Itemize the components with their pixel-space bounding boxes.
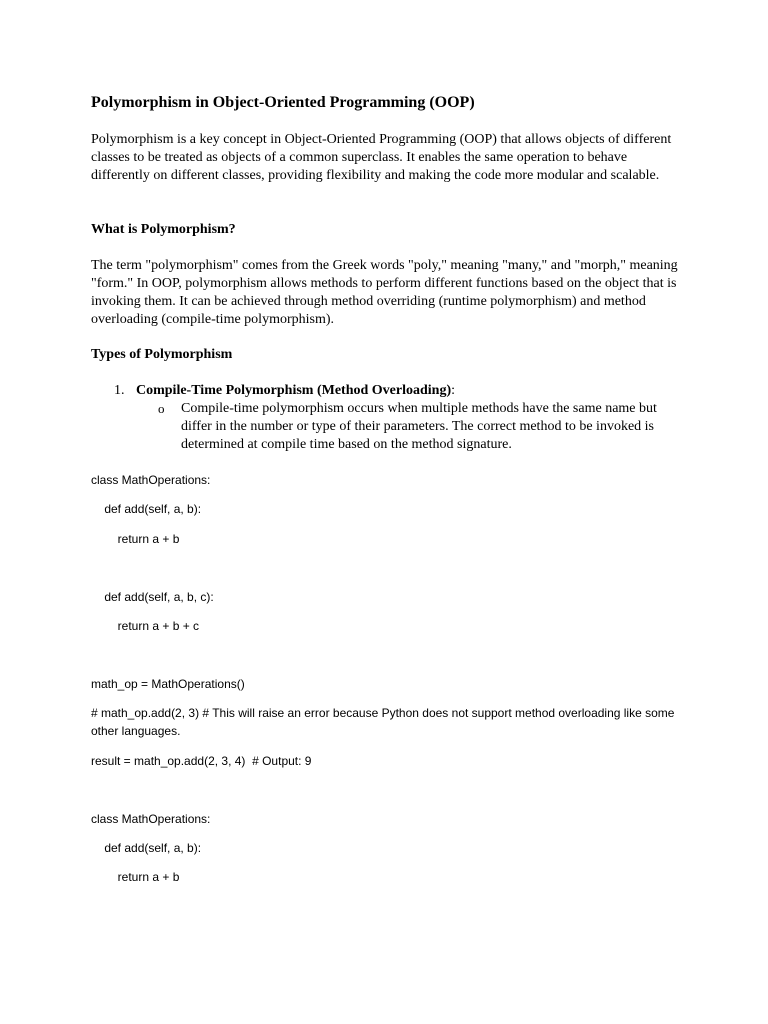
code-line: result = math_op.add(2, 3, 4) # Output: 9 <box>91 754 312 768</box>
list-item-suffix: : <box>451 383 455 398</box>
code-line: return a + b + c <box>91 619 200 633</box>
code-line: def add(self, a, b, c): <box>91 590 214 604</box>
definition-paragraph: The term "polymorphism" comes from the Greek words "poly," meaning "many," and "morph," meaning "form." In OOP, polymorphism allows methods to perform different functions based on the object that is invoking them. It can be achieved through method overriding (runtime polymorphism) and method overloading (compile-time polymorphism). <box>91 258 678 327</box>
code-line: def add(self, a, b): <box>91 841 202 855</box>
list-item-label: Compile-Time Polymorphism (Method Overloading) <box>136 383 452 398</box>
intro-paragraph: Polymorphism is a key concept in Object-Oriented Programming (OOP) that allows objects of different classes to be treated as objects of a common superclass. It enables the same operation to behave differently on different classes, providing flexibility and making the code more modular and scalable. <box>91 132 672 183</box>
code-comment-line: # math_op.add(2, 3) # This will raise an error because Python does not support method overloading like some other languages. <box>91 706 675 738</box>
code-line: return a + b <box>91 532 180 546</box>
code-line: class MathOperations: <box>91 812 211 826</box>
code-line: return a + b <box>91 870 180 884</box>
code-line: math_op = MathOperations() <box>91 677 245 691</box>
list-item-number: 1. <box>114 383 125 398</box>
section-heading-what-is: What is Polymorphism? <box>91 222 236 237</box>
document-title: Polymorphism in Object-Oriented Programming (OOP) <box>91 94 475 111</box>
list-item-compile-time <box>136 382 696 400</box>
section-heading-types: Types of Polymorphism <box>91 347 233 362</box>
bullet-marker: o <box>158 401 165 416</box>
bullet-description: Compile-time polymorphism occurs when multiple methods have the same name but differ in the number or type of their parameters. The correct method to be invoked is determined at compile time based on the method signature. <box>181 401 657 452</box>
code-line: class MathOperations: <box>91 473 211 487</box>
code-line: def add(self, a, b): <box>91 502 202 516</box>
